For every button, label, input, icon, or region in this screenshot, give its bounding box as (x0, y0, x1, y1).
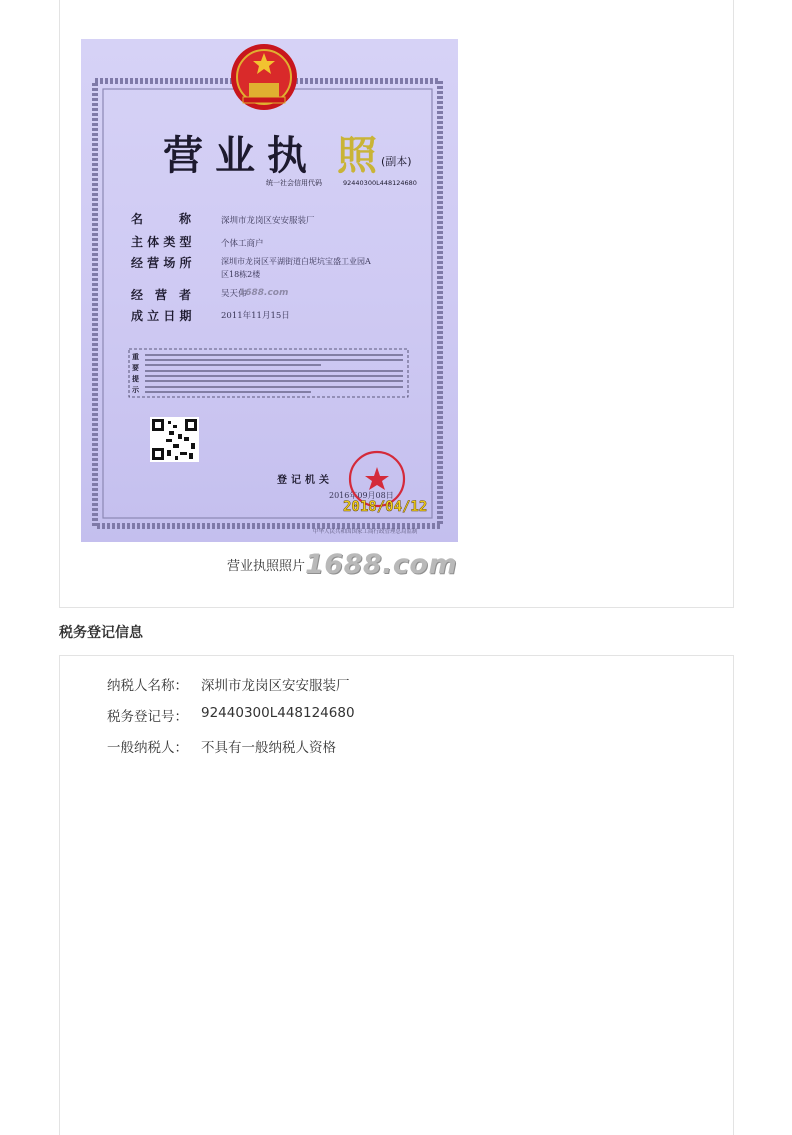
notice-label-1: 重 (132, 352, 139, 361)
tax-registration-number-row (107, 705, 355, 725)
info-label: 纳税人名称： (107, 678, 188, 694)
info-label: 一般纳税人： (107, 740, 188, 756)
copy-tag: (副本) (381, 155, 412, 168)
registration-date: 2016年09月08日 (329, 491, 394, 500)
notice-label-4: 示 (132, 385, 139, 394)
info-value: 不具有一般纳税人资格 (201, 740, 336, 756)
tax-info-panel (59, 655, 734, 1135)
taxpayer-name-row (107, 674, 350, 694)
caption-text: 营业执照照片 (227, 558, 306, 574)
business-license-photo (81, 39, 458, 542)
field-label-operator: 经 营 者 (131, 288, 192, 302)
notice-label-3: 提 (132, 374, 139, 383)
info-value: 深圳市龙岗区安安服装厂 (201, 678, 350, 694)
notice-label-2: 要 (132, 363, 139, 372)
field-label-date: 成 立 日 期 (131, 309, 192, 323)
license-footer: 中华人民共和国国家工商行政管理总局监制 (313, 529, 418, 535)
license-title: 营业执 (163, 132, 319, 179)
credit-code: 92440300L448124680 (343, 179, 417, 187)
field-value-operator: 吴天伟 (221, 289, 247, 299)
qr-code-icon (150, 417, 199, 462)
field-value-date: 2011年11月15日 (221, 311, 290, 321)
field-label-type: 主 体 类 型 (131, 235, 192, 249)
photo-date-stamp: 2018/04/12 (343, 499, 428, 515)
license-title-highlight: 照 (337, 132, 377, 179)
info-value: 92440300L448124680 (201, 705, 355, 721)
field-value-address-2: 区18栋2楼 (221, 270, 261, 279)
info-label: 税务登记号： (107, 709, 188, 725)
photo-caption (227, 548, 458, 580)
caption-watermark: 1688.com (305, 548, 458, 580)
field-label-address: 经 营 场 所 (131, 256, 192, 270)
field-label-name: 名 称 (131, 212, 192, 226)
inner-watermark: 1688.com (239, 288, 289, 298)
national-emblem-icon (231, 44, 297, 110)
tax-section-title: 税务登记信息 (59, 625, 143, 641)
field-value-address-1: 深圳市龙岗区平湖街道白坭坑宝盛工业园A (221, 257, 371, 266)
general-taxpayer-row (107, 736, 336, 756)
registration-label: 登记机关 (277, 475, 333, 486)
notice-box (129, 349, 408, 397)
field-value-type: 个体工商户 (221, 239, 264, 249)
field-value-name: 深圳市龙岗区安安服装厂 (221, 216, 315, 226)
credit-code-label: 统一社会信用代码 (266, 179, 322, 187)
